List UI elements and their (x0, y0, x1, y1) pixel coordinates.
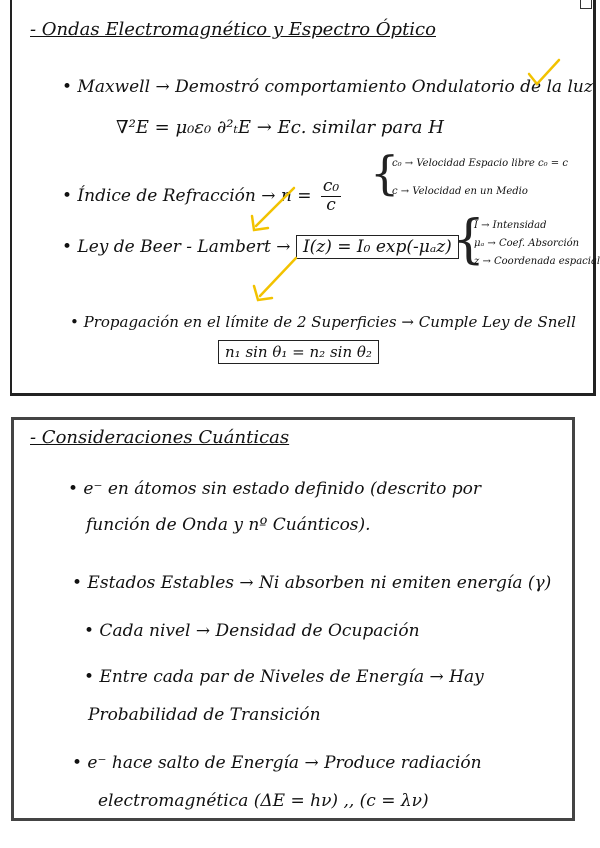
refraction-note-2: c → Velocidad en un Medio (392, 186, 528, 197)
quantum-item-4: • Entre cada par de Niveles de Energía → Hay (84, 667, 484, 687)
quantum-item-1: • e⁻ en átomos sin estado definido (descrito por (68, 479, 482, 499)
brace-icon: { (370, 146, 400, 200)
arrow-mark-icon (250, 256, 300, 304)
arrow-mark-icon (248, 186, 298, 234)
snell-formula-box: n₁ sin θ₁ = n₂ sin θ₂ (218, 344, 379, 361)
notes-panel-quantum (11, 417, 575, 821)
section-heading: - Consideraciones Cuánticas (30, 427, 290, 448)
quantum-item-3: • Cada nivel → Densidad de Ocupación (84, 621, 420, 641)
beer-note-1: I → Intensidad (474, 220, 547, 231)
check-mark-icon (527, 58, 561, 88)
quantum-item-5: • e⁻ hace salto de Energía → Produce radiación (72, 753, 482, 773)
refraction-note-1: c₀ → Velocidad Espacio libre c₀ = c (392, 158, 568, 169)
refraction-label: • Índice de Refracción → n = (62, 185, 312, 206)
notes-panel-electromagnetic (10, 0, 600, 396)
fraction-denominator: c (326, 194, 336, 215)
quantum-item-5-cont: electromagnética (ΔE = hν) ,, (c = λν) (98, 791, 429, 811)
note-propagation: • Propagación en el límite de 2 Superficies → Cumple Ley de Snell (70, 313, 576, 331)
beer-formula-box: I(z) = I₀ exp(-μₐz) (296, 235, 459, 259)
beer-label: • Ley de Beer - Lambert → (62, 237, 291, 257)
beer-note-2: μₐ → Coef. Absorción (474, 238, 580, 249)
quantum-item-1-cont: función de Onda y nº Cuánticos). (86, 515, 371, 535)
note-wave-equation: ∇²E = μ₀ε₀ ∂²ₜE → Ec. similar para H (116, 117, 444, 138)
brace-icon: { (452, 210, 486, 270)
refraction-fraction (321, 178, 341, 215)
note-refraction (62, 178, 341, 215)
quantum-item-4-cont: Probabilidad de Transición (88, 705, 321, 725)
note-beer-lambert (62, 238, 459, 257)
section-heading: - Ondas Electromagnético y Espectro Óptico (30, 19, 436, 40)
note-maxwell: • Maxwell → Demostró comportamiento Ondulatorio de la luz (62, 77, 593, 97)
fraction-numerator: c₀ (322, 176, 340, 196)
beer-note-3: z → Coordenada espacial (474, 256, 600, 267)
quantum-item-2: • Estados Estables → Ni absorben ni emiten energía (γ) (72, 573, 552, 593)
